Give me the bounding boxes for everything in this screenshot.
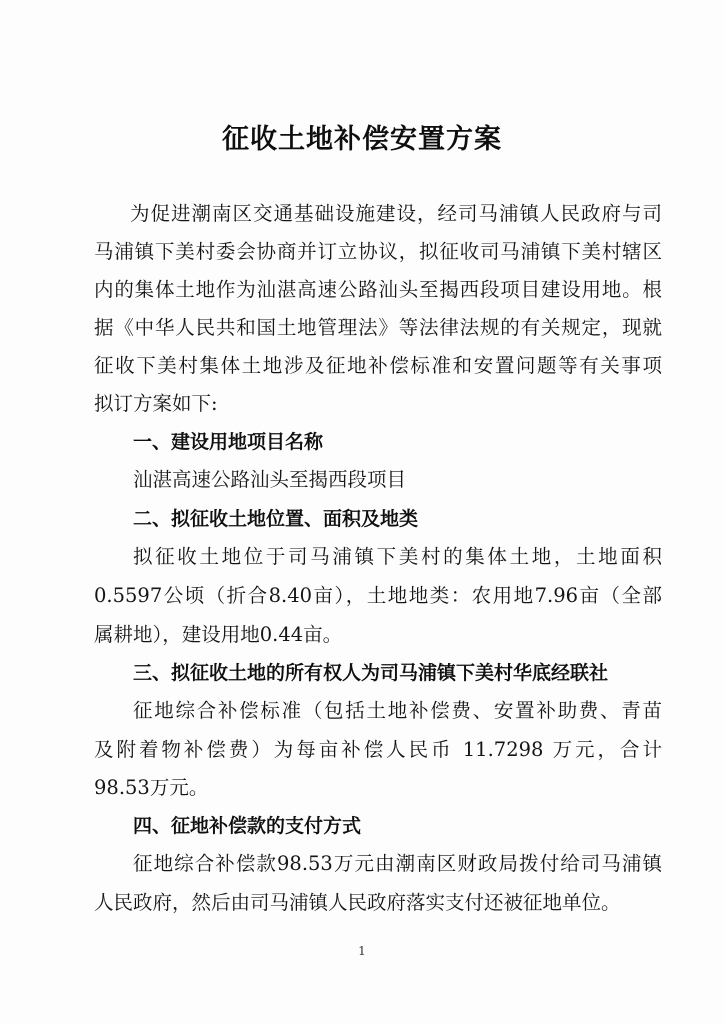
section-2-body-line-1: 拟征收土地位于司马浦镇下美村的集体土地，土地面积 <box>133 545 662 568</box>
intro-line-5: 征收下美村集体土地涉及征地补偿标准和安置问题等有关事项 <box>94 354 662 377</box>
section-3-heading: 三、拟征收土地的所有权人为司马浦镇下美村华底经联社 <box>133 662 609 684</box>
document-title: 征收土地补偿安置方案 <box>222 124 502 155</box>
section-2-body-line-3: 属耕地），建设用地0.44亩。 <box>94 623 343 646</box>
section-3-body-line-1: 征地综合补偿标准（包括土地补偿费、安置补助费、青苗 <box>133 699 662 722</box>
section-4-body-line-2: 人民政府，然后由司马浦镇人民政府落实支付还被征地单位。 <box>94 891 621 914</box>
section-2-heading: 二、拟征收土地位置、面积及地类 <box>133 508 419 530</box>
intro-line-1: 为促进潮南区交通基础设施建设，经司马浦镇人民政府与司 <box>130 202 662 225</box>
section-1-heading: 一、建设用地项目名称 <box>133 431 324 453</box>
section-4-heading: 四、征地补偿款的支付方式 <box>133 815 362 837</box>
section-1-body: 汕湛高速公路汕头至揭西段项目 <box>133 468 407 491</box>
section-4-body-line-1: 征地综合补偿款98.53万元由潮南区财政局拨付给司马浦镇 <box>133 852 662 875</box>
section-3-body-line-2: 及附着物补偿费）为每亩补偿人民币 11.7298 万元，合计 <box>94 738 662 761</box>
intro-line-3: 内的集体土地作为汕湛高速公路汕头至揭西段项目建设用地。根 <box>94 278 662 301</box>
section-2-body-line-2: 0.5597公顷（折合8.40亩），土地地类：农用地7.96亩（全部 <box>94 584 662 607</box>
intro-line-6: 拟订方案如下: <box>94 392 218 415</box>
intro-line-4: 据《中华人民共和国土地管理法》等法律法规的有关规定，现就 <box>94 316 662 339</box>
intro-line-2: 马浦镇下美村委会协商并订立协议，拟征收司马浦镇下美村辖区 <box>94 240 662 263</box>
page-number: 1 <box>358 944 366 958</box>
section-3-body-line-3: 98.53万元。 <box>94 776 209 799</box>
